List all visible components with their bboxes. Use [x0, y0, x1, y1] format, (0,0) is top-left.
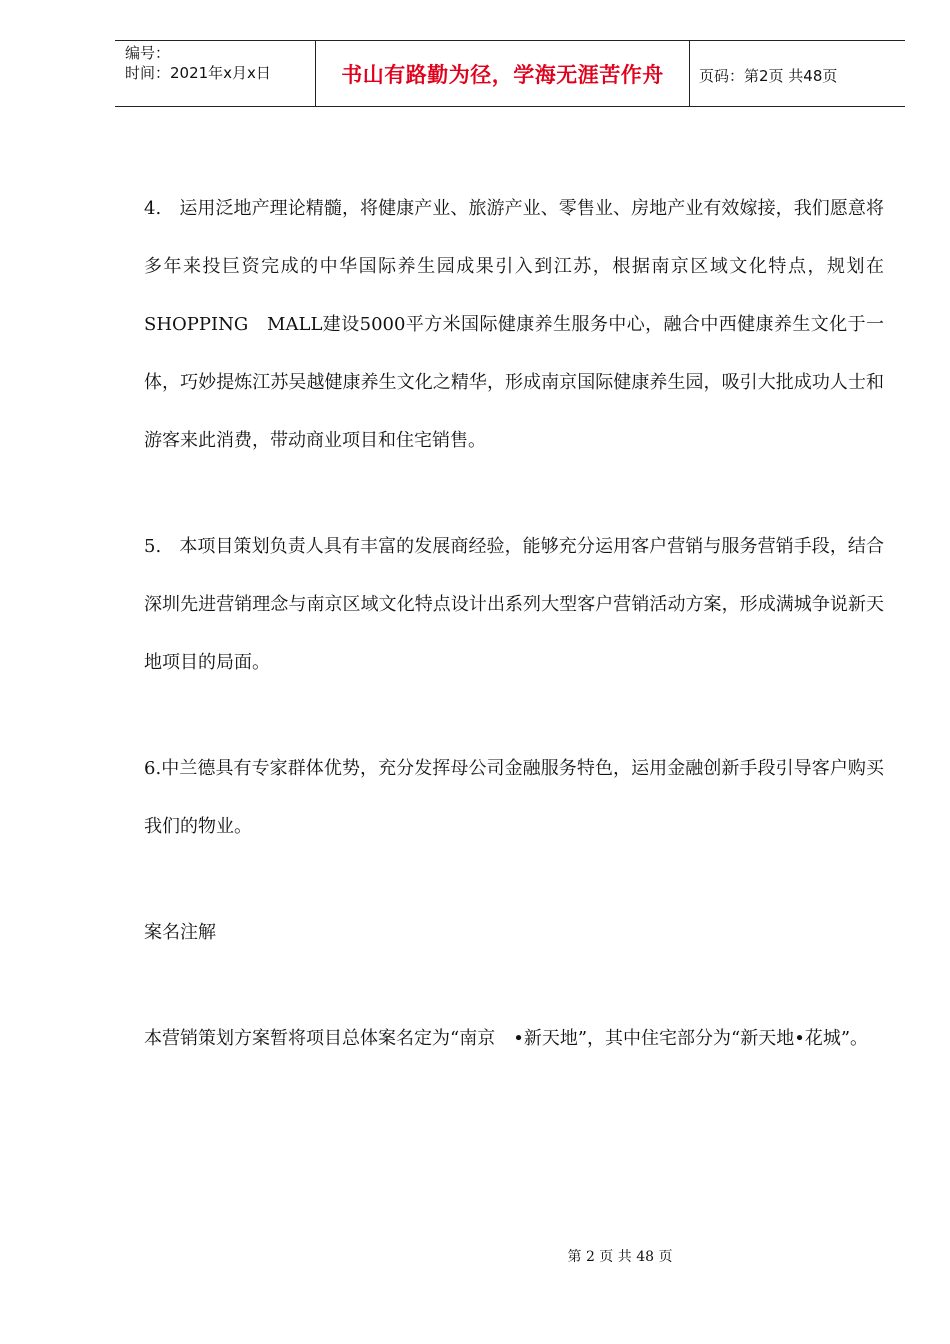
- paragraph-item-4: 4. 运用泛地产理论精髓，将健康产业、旅游产业、零售业、房地产业有效嫁接，我们愿意将多年来投巨资完成的中华国际养生园成果引入到江苏，根据南京区域文化特点，规划在SHOPPING MALL建设5000平方米国际健康养生服务中心，融合中西健康养生文化于一体，巧妙提炼江苏吴越健康养生文化之精华，形成南京国际健康养生园，吸引大批成功人士和游客来此消费，带动商业项目和住宅销售。: [144, 198, 884, 451]
- page-footer: 第 2 页 共 48 页: [567, 1249, 673, 1265]
- page-header: [115, 40, 905, 107]
- document-body: [144, 180, 884, 1068]
- header-divider: [689, 41, 690, 107]
- header-meta: [125, 43, 271, 83]
- header-page-info: 页码：第2页 共48页: [699, 67, 838, 85]
- header-motto: 书山有路勤为径，学海无涯苦作舟: [341, 63, 664, 87]
- paragraph-case-name-note: 本营销策划方案暂将项目总体案名定为“南京 •新天地”，其中住宅部分为“新天地•花城”。: [144, 1028, 869, 1049]
- paragraph-item-6: 6.中兰德具有专家群体优势，充分发挥母公司金融服务特色，运用金融创新手段引导客户购买我们的物业。: [144, 758, 884, 837]
- header-number-label: 编号：: [125, 44, 171, 62]
- paragraph-item-5: 5. 本项目策划负责人具有丰富的发展商经验，能够充分运用客户营销与服务营销手段，结合深圳先进营销理念与南京区域文化特点设计出系列大型客户营销活动方案，形成满城争说新天地项目的局面。: [144, 536, 884, 673]
- section-heading-case-name: 案名注解: [144, 922, 216, 943]
- header-time-label: 时间：2021年x月x日: [125, 64, 271, 82]
